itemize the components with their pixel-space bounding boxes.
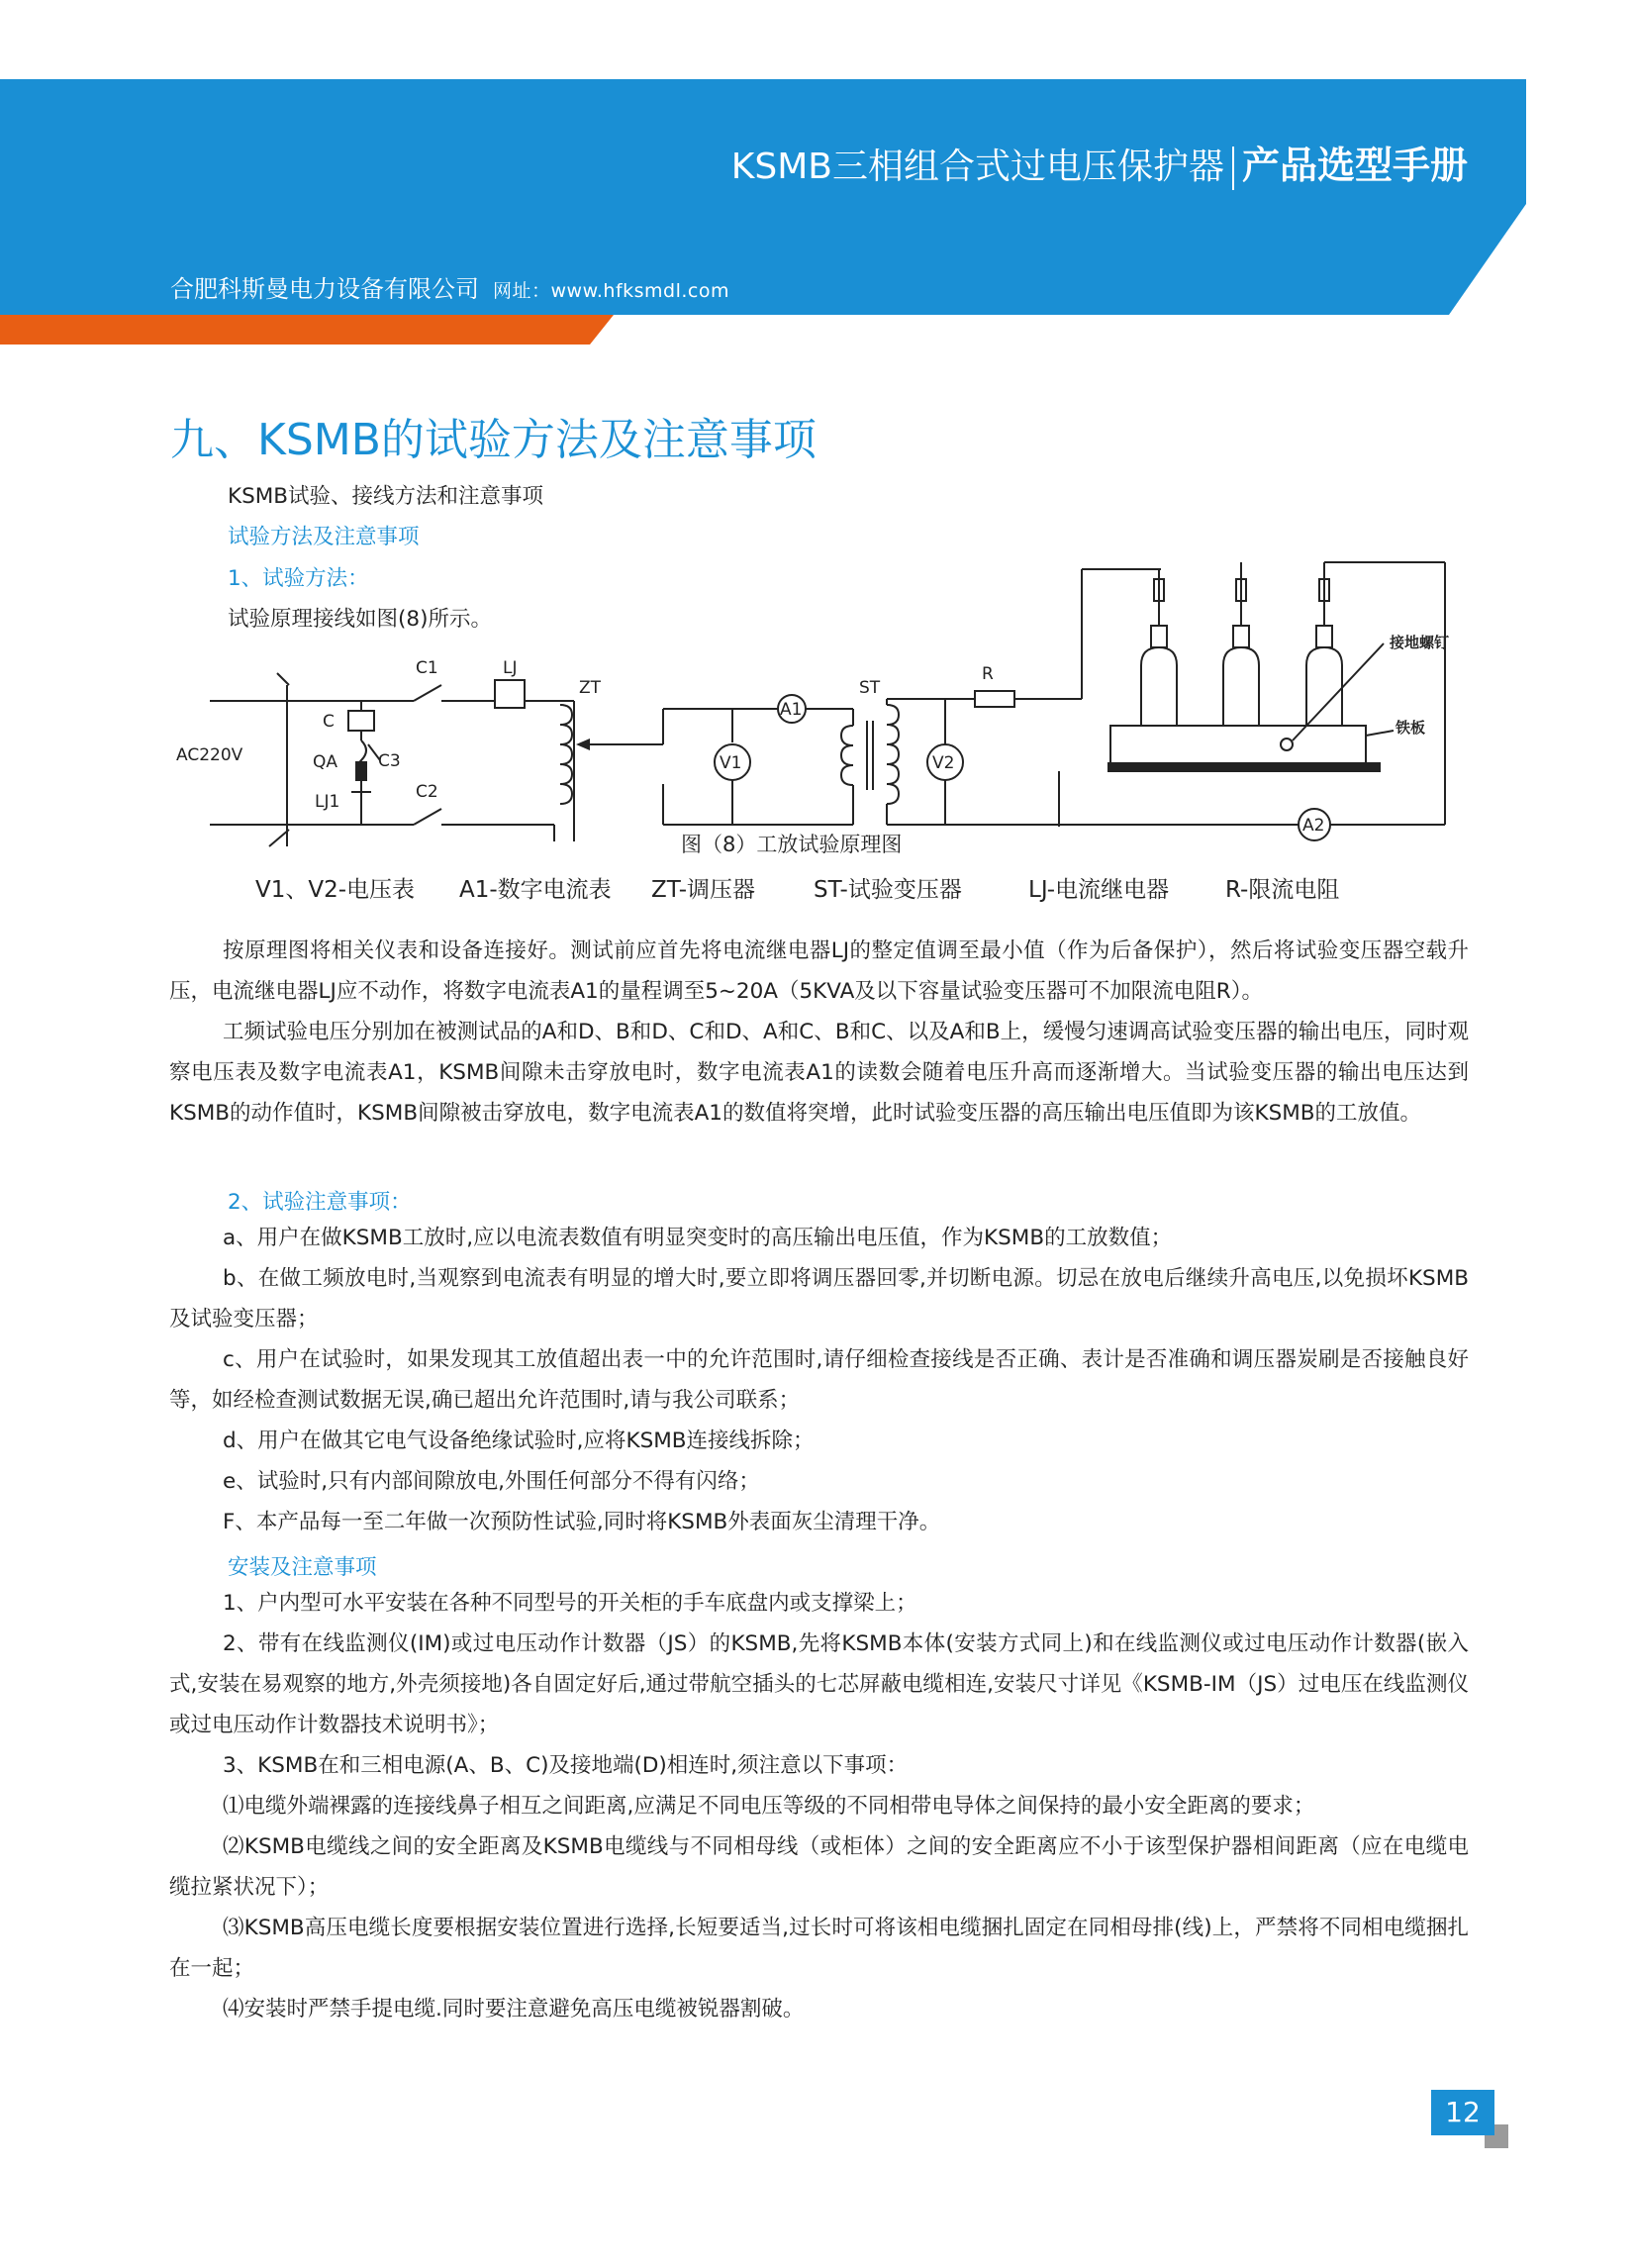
label-c2: C2 bbox=[416, 782, 438, 802]
install-sub-4: ⑷安装时严禁手提电缆.同时要注意避免高压电缆被锐器割破。 bbox=[223, 1997, 805, 2021]
label-v1: V1 bbox=[720, 753, 742, 773]
note-a: a、用户在做KSMB工放时,应以电流表数值有明显突变时的高压输出电压值，作为KSMB的工放数值； bbox=[223, 1226, 1173, 1250]
label-lj: LJ bbox=[503, 658, 518, 678]
product-title: KSMB三相组合式过电压保护器 bbox=[730, 147, 1224, 187]
label-c3: C3 bbox=[378, 751, 401, 771]
label-a2: A2 bbox=[1302, 816, 1325, 836]
paragraph-procedure: 工频试验电压分别加在被测试品的A和D、B和D、C和D、A和C、B和C、以及A和B上，缓慢匀速调高试验变压器的输出电压，同时观察电压表及数字电流表A1，KSMB间隙未击穿放电时，数字电流表A1的读数会随着电压升高而逐渐增大。当试验变压器的输出电压达到KSMB的动作值时，KSMB间隙被击穿放电，数字电流表A1的数值将突增，此时试验变压器的高压输出电压值即为该KSMB的工放值。 bbox=[169, 1020, 1469, 1126]
label-qa: QA bbox=[313, 752, 338, 772]
label-c1: C1 bbox=[416, 658, 438, 678]
item-test-method: 1、试验方法： bbox=[228, 566, 369, 591]
legend-voltmeter: V1、V2-电压表 bbox=[255, 877, 416, 903]
item-test-notes: 2、试验注意事项： bbox=[228, 1190, 412, 1215]
label-r: R bbox=[982, 664, 994, 684]
legend-regulator: ZT-调压器 bbox=[651, 877, 755, 903]
label-zt: ZT bbox=[579, 678, 602, 698]
legend-current-relay: LJ-电流继电器 bbox=[1028, 877, 1170, 903]
manual-title: 产品选型手册 bbox=[1241, 144, 1468, 187]
label-iron-plate: 铁板 bbox=[1395, 719, 1426, 737]
install-sub-1: ⑴电缆外端裸露的连接线鼻子相互之间距离,应满足不同电压等级的不同相带电导体之间保持的最小安全距离的要求； bbox=[223, 1794, 1315, 1819]
label-ground-nut: 接地螺钉 bbox=[1390, 634, 1450, 651]
website[interactable]: 网址：www.hfksmdl.com bbox=[493, 280, 730, 302]
label-ac: AC220V bbox=[176, 745, 243, 765]
install-1: 1、户内型可水平安装在各种不同型号的开关柜的手车底盘内或支撑梁上； bbox=[223, 1591, 917, 1616]
label-c: C bbox=[323, 712, 335, 732]
note-d: d、用户在做其它电气设备绝缘试验时,应将KSMB连接线拆除； bbox=[223, 1429, 815, 1453]
page-number: 12 bbox=[1431, 2090, 1494, 2135]
label-st: ST bbox=[859, 678, 881, 698]
company-name: 合肥科斯曼电力设备有限公司 bbox=[170, 275, 479, 303]
legend-ammeter: A1-数字电流表 bbox=[459, 877, 612, 903]
note-b: b、在做工频放电时,当观察到电流表有明显的增大时,要立即将调压器回零,并切断电源。切忌在放电后继续升高电压,以免损坏KSMB及试验变压器； bbox=[169, 1266, 1469, 1331]
label-v2: V2 bbox=[932, 753, 955, 773]
note-f: F、本产品每一至二年做一次预防性试验,同时将KSMB外表面灰尘清理干净。 bbox=[223, 1510, 941, 1534]
note-c: c、用户在试验时，如果发现其工放值超出表一中的允许范围时,请仔细检查接线是否正确、表计是否准确和调压器炭刷是否接触良好等，如经检查测试数据无误,确已超出允许范围时,请与我公司联系； bbox=[169, 1347, 1469, 1413]
heading-test-method: 试验方法及注意事项 bbox=[228, 525, 420, 549]
note-e: e、试验时,只有内部间隙放电,外围任何部分不得有闪络； bbox=[223, 1469, 760, 1494]
company-line bbox=[170, 269, 729, 304]
legend-resistor: R-限流电阻 bbox=[1225, 877, 1340, 903]
paragraph-setup: 按原理图将相关仪表和设备连接好。测试前应首先将电流继电器LJ的整定值调至最小值（作为后备保护），然后将试验变压器空载升压，电流继电器LJ应不动作，将数字电流表A1的量程调至5~20A（5KVA及以下容量试验变压器可不加限流电阻R）。 bbox=[169, 938, 1469, 1004]
label-lj1: LJ1 bbox=[315, 792, 340, 812]
legend-test-transformer: ST-试验变压器 bbox=[814, 877, 962, 903]
install-3: 3、KSMB在和三相电源(A、B、C)及接地端(D)相连时,须注意以下事项： bbox=[223, 1753, 909, 1778]
header-title bbox=[731, 135, 1468, 190]
diagram-caption: 图（8）工放试验原理图 bbox=[681, 833, 903, 856]
install-sub-3: ⑶KSMB高压电缆长度要根据安装位置进行选择,长短要适当,过长时可将该相电缆捆扎固定在同相母排(线)上，严禁将不同相电缆捆扎在一起； bbox=[169, 1916, 1469, 1981]
section-subtitle: KSMB试验、接线方法和注意事项 bbox=[228, 484, 544, 509]
circuit-diagram bbox=[168, 554, 1465, 871]
install-sub-2: ⑵KSMB电缆线之间的安全距离及KSMB电缆线与不同相母线（或柜体）之间的安全距离应不小于该型保护器相间距离（应在电缆电缆拉紧状况下）； bbox=[169, 1834, 1469, 1900]
section-title: 九、KSMB的试验方法及注意事项 bbox=[170, 415, 817, 465]
install-2: 2、带有在线监测仪(IM)或过电压动作计数器（JS）的KSMB,先将KSMB本体(安装方式同上)和在线监测仪或过电压动作计数器(嵌入式,安装在易观察的地方,外壳须接地)各自固定好后,通过带航空插头的七芯屏蔽电缆相连,安装尺寸详见《KSMB-IM（JS）过电压在线监测仪或过电压动作计数器技术说明书》； bbox=[169, 1631, 1469, 1737]
intro-text: 试验原理接线如图(8)所示。 bbox=[228, 607, 492, 632]
heading-installation: 安装及注意事项 bbox=[228, 1555, 377, 1580]
label-a1: A1 bbox=[780, 700, 803, 720]
